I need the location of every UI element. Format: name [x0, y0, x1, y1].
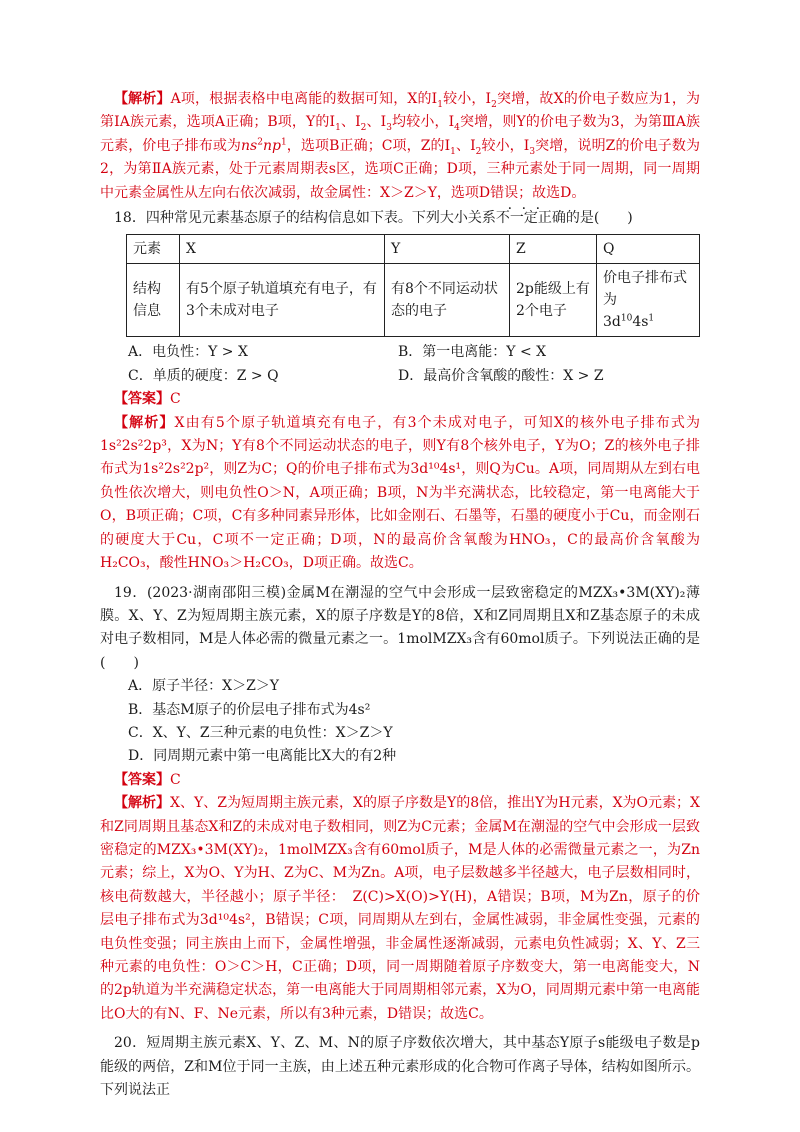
option-d: D．同周期元素中第一电离能比X大的有2种: [128, 748, 397, 765]
option-c: C．X、Y、Z三种元素的电负性：X＞Z＞Y: [128, 724, 393, 741]
q18-options: [100, 341, 700, 388]
cell-y: 有8个不同运动状态的电子: [385, 264, 510, 337]
q18-stem: 18．四种常见元素基态原子的结构信息如下表。下列大小关系不一定正确的是( ): [114, 210, 633, 227]
option-c: C．单质的硬度：Z > Q: [128, 367, 279, 384]
analysis-tag: 【解析】: [114, 91, 171, 107]
q20-stem: 20．短周期主族元素X、Y、Z、M、N的原子序数依次增大，其中基态Y原子s能级电子数是p能级的两倍，Z和M位于同一主族，由上述五种元素形成的化合物可作离子导体，结构如图所示。下列说法正: [100, 1035, 700, 1099]
q19-analysis: 【解析】X、Y、Z为短周期主族元素，X的原子序数是Y的8倍，推出Y为H元素，X为O元素；X和Z同周期且基态X和Z的未成对电子数相同，则Z为C元素；金属M在潮湿的空气中会形成一层致密稳定的MZX₃•3M(XY)₂，1molMZX₃含有60mol质子，M是人体的必需微量元素之一，为Zn元素；综上，X为O、Y为H、Z为C、M为Zn。A项，电子层数越多半径越大，电子层数相同时，核电荷数越大，半径越小；原子半径： Z(C)>X(O)>Y(H)，A错误；B项，M为Zn，原子的价层电子排布式为3d¹⁰4s²，B错误；C项，同周期从左到右，金属性减弱，非金属性变强，元素的电负性变强；同主族由上而下，金属性增强，非金属性逐渐减弱，元素电负性减弱；X、Y、Z三种元素的电负性：O＞C＞H，C正确；D项，同一周期随着原子序数变大，第一电离能变大，N的2p轨道为半充满稳定状态，第一电离能大于同周期相邻元素，X为O，同周期元素中第一电离能比O大的有N、F、Ne元素，所以有3种元素，D错误；故选C。: [100, 795, 700, 1022]
table-header: 元素: [127, 235, 180, 264]
q18-analysis: 【解析】X由有5个原子轨道填充有电子，有3个未成对电子，可知X的核外电子排布式为1s²2s²2p³，X为N；Y有8个不同运动状态的电子，则Y有8个核外电子，Y为O；Z的核外电子排布式为1s²2s²2p²，则Z为C；Q的价电子排布式为3d¹⁰4s¹，则Q为Cu。A项，同周期从左到右电负性依次增大，则电负性O＞N，A项正确；B项，N为半充满状态，比较稳定，第一电离能大于O，B项正确；C项，C有多种同素异形体，比如金刚石、石墨等，石墨的硬度小于Cu，而金刚石的硬度大于Cu，C项不一定正确；D项，N的最高价含氧酸为HNO₃，C的最高价含氧酸为H₂CO₃，酸性HNO₃＞H₂CO₃，D项正确。故选C。: [100, 414, 701, 572]
q17-analysis: 【解析】A项，根据表格中电离能的数据可知，X的$I_1$较小，$I_2$突增，故X的价电子数应为1，为第ⅠA族元素，选项A正确；B项，Y的$I_1$、$I_2$、$I_3$均较小，$I_4$突增，则Y的价电子数为3，为第ⅢA族元素，价电子排布或为$ns^2np^1$，选项B正确；C项，Z的$I_1$、$I_2$较小，$I_3$突增，说明Z的价电子数为2，为第ⅡA族元素，处于元素周期表s区，选项C正确；D项，三种元素处于同一周期，同一周期中元素金属性从左向右依次减弱，故金属性：X＞Z＞Y，选项D错误；故选D。: [100, 91, 701, 201]
table-row: [127, 264, 700, 337]
structure-info-table: [126, 234, 700, 337]
table-header: Y: [385, 235, 510, 264]
emphasis-dots: 不一定: [495, 210, 538, 227]
q19-stem: 19．(2023·湖南邵阳三模)金属M在潮湿的空气中会形成一层致密稳定的MZX₃•3M(XY)₂薄膜。X、Y、Z为短周期主族元素，X的原子序数是Y的8倍，X和Z同周期且X和Z基态原子的未成对电子数相同，M是人体必需的微量元素之一。1molMZX₃含有60mol质子。下列说法正确的是( ): [100, 584, 700, 671]
q19-options: [100, 675, 700, 769]
option-a: A．原子半径：X＞Z＞Y: [128, 678, 280, 695]
option-a: A．电负性：Y > X: [128, 344, 248, 361]
q18-answer: 【答案】C: [114, 391, 181, 408]
q19-answer: 【答案】C: [114, 771, 181, 788]
table-header: Z: [510, 235, 597, 264]
table-header-row: [127, 235, 700, 264]
option-b: B．基态M原子的价层电子排布式为4s²: [128, 701, 371, 718]
option-d: D．最高价含氧酸的酸性：X > Z: [398, 367, 604, 384]
cell-q: 价电子排布式为 $3d^{10}4s^1$: [597, 264, 700, 337]
cell-z: 2p能级上有2个电子: [510, 264, 597, 337]
cell-x: 有5个原子轨道填充有电子，有3个未成对电子: [180, 264, 385, 337]
row-label: 结构信息: [127, 264, 180, 337]
table-header: X: [180, 235, 385, 264]
option-b: B．第一电离能：Y < X: [398, 344, 547, 361]
document-page: [100, 88, 700, 1102]
table-header: Q: [597, 235, 700, 264]
